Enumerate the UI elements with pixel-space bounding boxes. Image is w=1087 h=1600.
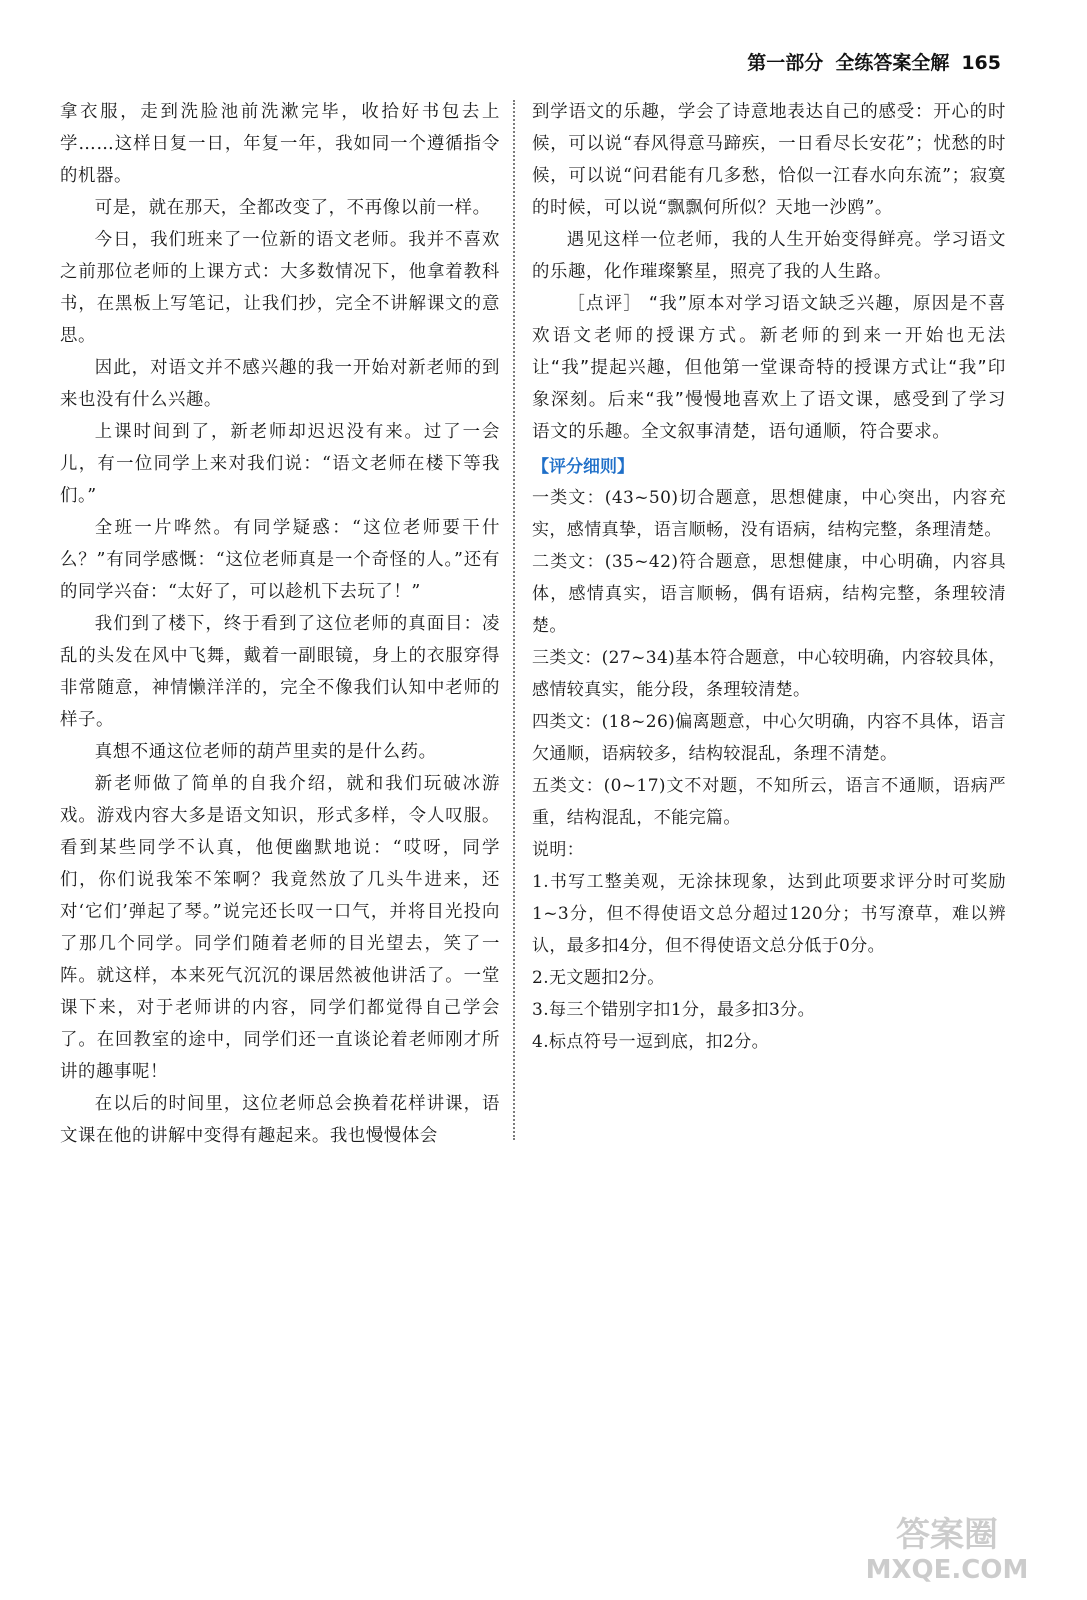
review-paragraph: [532, 288, 1006, 448]
essay-paragraph: 可是，就在那天，全都改变了，不再像以前一样。: [94, 198, 491, 218]
rubric-item: 一类文：(43~50)切合题意，思想健康，中心突出，内容充实，感情真挚，语言顺畅，没有语病，结构完整，条理清楚。: [532, 488, 1006, 540]
review-text: “我”原本对学习语文缺乏兴趣，原因是不喜欢语文老师的授课方式。新老师的到来一开始也无法让“我”提起兴趣，但他第一堂课奇特的授课方式让“我”印象深刻。后来“我”慢慢地喜欢上了语文课，感受到了学习语文的乐趣。全文叙事清楚，语句通顺，符合要求。: [532, 294, 1006, 442]
essay-paragraph: 到学语文的乐趣，学会了诗意地表达自己的感受：开心的时候，可以说“春风得意马蹄疾，一日看尽长安花”；忧愁的时候，可以说“问君能有几多愁，恰似一江春水向东流”；寂寞的时候，可以说“飘飘何所似？天地一沙鸥”。: [532, 102, 1006, 218]
note-item: 2.无文题扣2分。: [532, 968, 665, 988]
page-header: [747, 48, 1001, 75]
page-number: 165: [961, 52, 1001, 74]
rubric-item: 三类文：(27~34)基本符合题意，中心较明确，内容较具体，感情较真实，能分段，条理较清楚。: [532, 648, 1006, 700]
note-item: 1.书写工整美观，无涂抹现象，达到此项要求评分时可奖励1~3分，但不得使语文总分超过120分；书写潦草，难以辨认，最多扣4分，但不得使语文总分低于0分。: [532, 872, 1006, 956]
essay-paragraph: 我们到了楼下，终于看到了这位老师的真面目：凌乱的头发在风中飞舞，戴着一副眼镜，身上的衣服穿得非常随意，神情懒洋洋的，完全不像我们认知中老师的样子。: [60, 614, 500, 730]
right-column: [532, 96, 1006, 1058]
rubric-item: 二类文：(35~42)符合题意，思想健康，中心明确，内容具体，感情真实，语言顺畅，偶有语病，结构完整，条理较清楚。: [532, 552, 1006, 636]
essay-paragraph: 遇见这样一位老师，我的人生开始变得鲜亮。学习语文的乐趣，化作璀璨繁星，照亮了我的人生路。: [532, 230, 1006, 282]
rubric-list: [532, 482, 1006, 834]
essay-paragraph: 新老师做了简单的自我介绍，就和我们玩破冰游戏。游戏内容大多是语文知识，形式多样，令人叹服。看到某些同学不认真，他便幽默地说：“哎呀，同学们，你们说我笨不笨啊？我竟然放了几头牛进来，还对‘它们’弹起了琴。”说完还长叹一口气，并将目光投向了那几个同学。同学们随着老师的目光望去，笑了一阵。就这样，本来死气沉沉的课居然被他讲活了。一堂课下来，对于老师讲的内容，同学们都觉得自己学会了。在回教室的途中，同学们还一直谈论着老师刚才所讲的趣事呢！: [60, 774, 500, 1082]
rubric-item: 五类文：(0~17)文不对题，不知所云，语言不通顺，语病严重，结构混乱，不能完篇。: [532, 776, 1006, 828]
rubric-title: 【评分细则】: [532, 457, 634, 477]
note-item: 4.标点符号一逗到底，扣2分。: [532, 1032, 770, 1052]
notes-list: [532, 866, 1006, 1058]
watermark-line1: 答案圈: [896, 1515, 998, 1555]
essay-paragraph: 真想不通这位老师的葫芦里卖的是什么药。: [94, 742, 437, 762]
book-title: 全练答案全解: [835, 52, 950, 74]
essay-paragraph: 上课时间到了，新老师却迟迟没有来。过了一会儿，有一位同学上来对我们说：“语文老师在楼下等我们。”: [60, 422, 500, 506]
essay-paragraph: 因此，对语文并不感兴趣的我一开始对新老师的到来也没有什么兴趣。: [60, 358, 500, 410]
essay-paragraph: 全班一片哗然。有同学疑惑：“这位老师要干什么？”有同学感慨：“这位老师真是一个奇怪的人。”还有的同学兴奋：“太好了，可以趁机下去玩了！”: [60, 518, 500, 602]
rubric-item: 四类文：(18~26)偏离题意，中心欠明确，内容不具体，语言欠通顺，语病较多，结构较混乱，条理不清楚。: [532, 712, 1006, 764]
review-tag: ［点评］: [567, 294, 643, 314]
notes-title: 说明：: [532, 840, 585, 860]
column-divider: [513, 100, 515, 1140]
essay-paragraph: 拿衣服，走到洗脸池前洗漱完毕，收拾好书包去上学……这样日复一日，年复一年，我如同一个遵循指令的机器。: [60, 102, 500, 186]
section-label: 第一部分: [747, 52, 824, 74]
essay-paragraph: 今日，我们班来了一位新的语文老师。我并不喜欢之前那位老师的上课方式：大多数情况下，他拿着教科书，在黑板上写笔记，让我们抄，完全不讲解课文的意思。: [60, 230, 500, 346]
left-column: [60, 96, 500, 1152]
essay-paragraph: 在以后的时间里，这位老师总会换着花样讲课，语文课在他的讲解中变得有趣起来。我也慢慢体会: [60, 1094, 500, 1146]
watermark-logo: [847, 1506, 1047, 1586]
watermark-line2: MXQE.COM: [865, 1555, 1029, 1585]
essay-continuation: [532, 96, 1006, 288]
note-item: 3.每三个错别字扣1分，最多扣3分。: [532, 1000, 816, 1020]
